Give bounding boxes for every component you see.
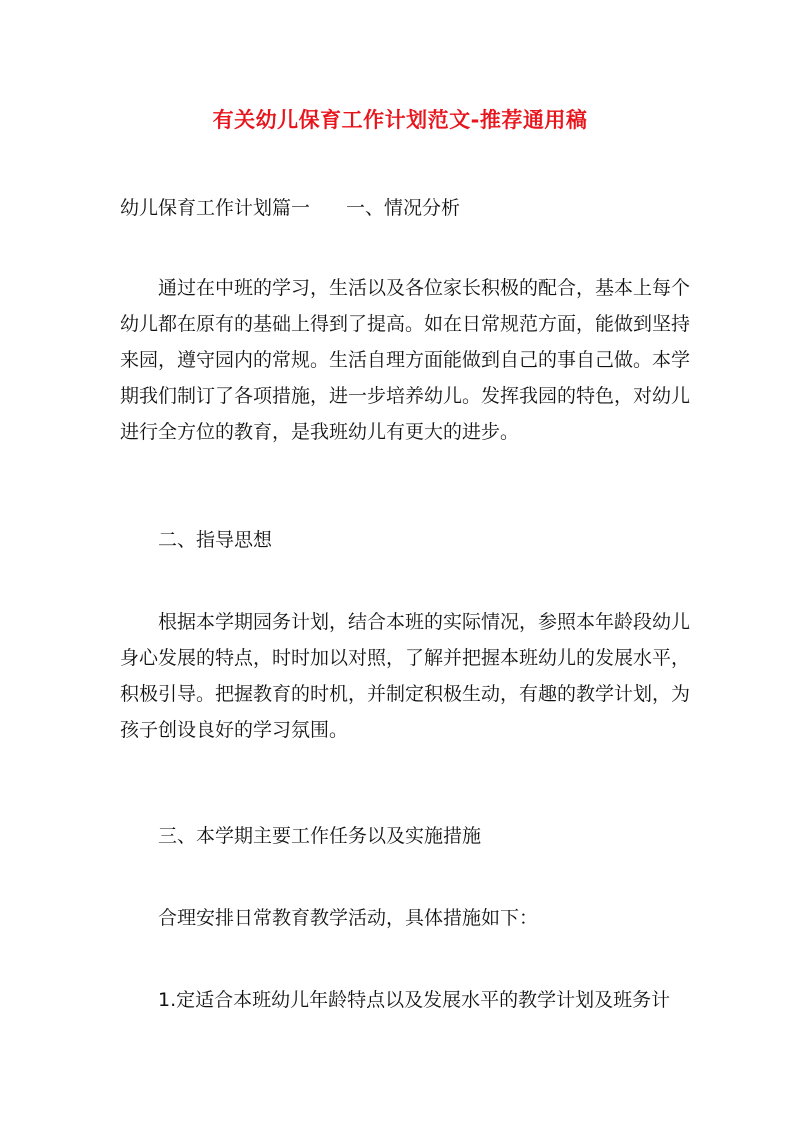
paragraph-guiding-ideas [120,604,690,748]
paragraph-line: 身心发展的特点，时时加以对照，了解并把握本班幼儿的发展水平， [120,647,691,669]
paragraph-line: 根据本学期园务计划，结合本班的实际情况，参照本年龄段幼儿 [158,611,691,633]
paragraph-situation-analysis [120,270,690,450]
paragraph-line: 通过在中班的学习，生活以及各位家长积极的配合，基本上每个 [158,277,691,299]
paragraph-arrangement: 合理安排日常教育教学活动，具体措施如下： [158,907,539,929]
paragraph-line: 孩子创设良好的学习氛围。 [120,719,349,741]
section-heading-tasks: 三、本学期主要工作任务以及实施措施 [158,825,482,847]
heading-line-left: 幼儿保育工作计划篇一 [120,197,311,219]
document-title: 有关幼儿保育工作计划范文-推荐通用稿 [212,108,588,132]
paragraph-line: 幼儿都在原有的基础上得到了提高。如在日常规范方面，能做到坚持 [120,313,691,335]
section-heading-guiding-ideas: 二、指导思想 [158,529,273,551]
heading-line-right: 一、情况分析 [346,197,461,219]
heading-line [120,190,690,226]
paragraph-line: 进行全方位的教育，是我班幼儿有更大的进步。 [120,421,520,443]
paragraph-line: 期我们制订了各项措施，进一步培养幼儿。发挥我园的特色，对幼儿 [120,385,691,407]
paragraph-line: 来园，遵守园内的常规。生活自理方面能做到自己的事自己做。本学 [120,349,691,371]
list-item-1: 1.定适合本班幼儿年龄特点以及发展水平的教学计划及班务计 [158,989,671,1011]
paragraph-line: 积极引导。把握教育的时机，并制定积极生动，有趣的教学计划，为 [120,683,691,705]
